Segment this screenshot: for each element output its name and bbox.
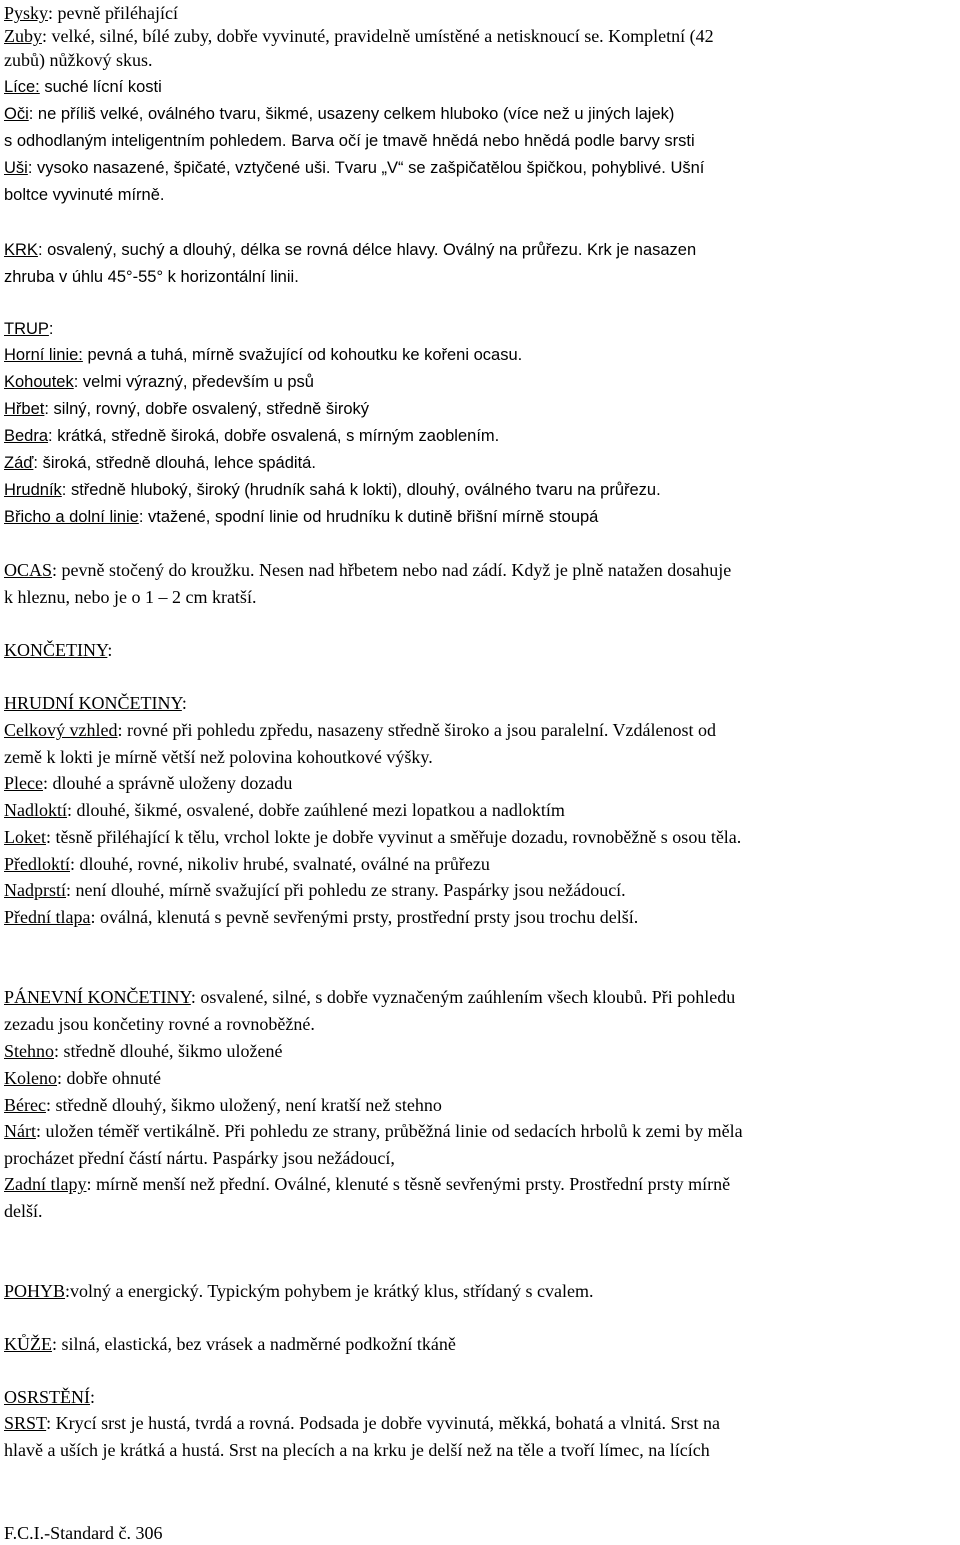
text-line <box>4 423 956 449</box>
page-footer: F.C.I.-Standard č. 306 <box>4 1523 163 1543</box>
text-line <box>4 717 956 743</box>
term-description: : Krycí srst je hustá, tvrdá a rovná. Podsada je dobře vyvinutá, měkká, bohatá a vlnitá. Srst na <box>46 1413 720 1433</box>
text-line <box>4 851 956 877</box>
term-description: pevná a tuhá, mírně svažující od kohoutku ke kořeni ocasu. <box>82 346 523 364</box>
text-line <box>4 584 956 610</box>
term-label: Oči <box>4 105 29 123</box>
term-label: Uši <box>4 159 28 177</box>
term-label: Nárt <box>4 1121 36 1141</box>
continuation-text: boltce vyvinuté mírně. <box>4 186 165 204</box>
term-label: Zadní tlapy <box>4 1174 87 1194</box>
term-description: : velmi výrazný, především u psů <box>73 373 314 391</box>
term-label: Záď <box>4 454 34 472</box>
term-description: : silná, elastická, bez vrásek a nadměrné podkožní tkáně <box>52 1334 456 1354</box>
section-heading-panevni-koncetiny: PÁNEVNÍ KONČETINY <box>4 987 191 1007</box>
text-line <box>4 904 956 930</box>
text-line <box>4 1384 956 1410</box>
section-heading-hrudni-koncetiny: HRUDNÍ KONČETINY <box>4 693 182 713</box>
term-label: Bérec <box>4 1095 46 1115</box>
term-label: Plece <box>4 773 43 793</box>
term-description: : vysoko nasazené, špičaté, vztyčené uši. Tvaru „V“ se zašpičatělou špičkou, pohyblivé. Ušní <box>27 159 705 177</box>
term-label: Loket <box>4 827 46 847</box>
text-line <box>4 1092 956 1118</box>
term-description: : těsně přiléhající k tělu, vrchol lokte je dobře vyvinut a směřuje dozadu, rovnoběžně s osou těla. <box>46 827 742 847</box>
term-label: Přední tlapa <box>4 907 91 927</box>
section-heading-koncetiny: KONČETINY <box>4 640 108 660</box>
text-line <box>4 504 956 530</box>
text-line <box>4 47 956 73</box>
continuation-text: delší. <box>4 1201 43 1221</box>
term-label: Nadloktí <box>4 800 67 820</box>
term-label: Celkový vzhled <box>4 720 118 740</box>
continuation-text: zezadu jsou končetiny rovné a rovnoběžné. <box>4 1014 315 1034</box>
term-label: Líce: <box>4 78 40 96</box>
term-description: : oválná, klenutá s pevně sevřenými prsty, prostřední prsty jsou trochu delší. <box>90 907 639 927</box>
section-heading-pohyb: POHYB <box>4 1281 66 1301</box>
term-description: : osvalený, suchý a dlouhý, délka se rovná délce hlavy. Oválný na průřezu. Krk je nasazen <box>37 241 697 259</box>
text-line <box>4 342 956 368</box>
term-description: : <box>90 1387 96 1407</box>
term-label: Břicho a dolní linie <box>4 508 139 526</box>
text-line <box>4 155 956 181</box>
text-line <box>4 984 956 1010</box>
section-heading-kuze: KŮŽE <box>4 1334 52 1354</box>
term-description: : ne příliš velké, oválného tvaru, šikmé, usazeny celkem hluboko (více než u jiných lajek) <box>28 105 675 123</box>
term-description: : dlouhé, rovné, nikoliv hrubé, svalnaté, oválné na průřezu <box>70 854 490 874</box>
text-line <box>4 396 956 422</box>
term-description: : mírně menší než přední. Oválné, klenuté s těsně sevřenými prsty. Prostřední prsty mírně <box>86 1174 731 1194</box>
text-line <box>4 450 956 476</box>
text-line <box>4 1437 956 1463</box>
text-line <box>4 1410 956 1436</box>
term-label: SRST <box>4 1413 47 1433</box>
term-description: : velké, silné, bílé zuby, dobře vyvinuté, pravidelně umístěné a netisknoucí se. Kompletní (42 <box>42 26 714 46</box>
term-description: : pevně stočený do kroužku. Nesen nad hřbetem nebo nad zádí. Když je plně natažen dosahuje <box>52 560 732 580</box>
term-description: : dlouhé a správně uloženy dozadu <box>42 773 293 793</box>
text-line <box>4 1278 956 1304</box>
term-description: : silný, rovný, dobře osvalený, středně široký <box>44 400 370 418</box>
term-description: : <box>107 640 113 660</box>
term-description: : široká, středně dlouhá, lehce spáditá. <box>33 454 316 472</box>
text-line <box>4 264 956 290</box>
continuation-text: s odhodlaným inteligentním pohledem. Barva očí je tmavě hnědá nebo hnědá podle barvy srsti <box>4 132 695 150</box>
section-heading-osrsteni: OSRSTĚNÍ <box>4 1387 91 1407</box>
text-line <box>4 770 956 796</box>
term-description: :volný a energický. Typickým pohybem je krátký klus, střídaný s cvalem. <box>65 1281 594 1301</box>
text-line <box>4 1198 956 1224</box>
term-label: Pysky <box>4 3 49 23</box>
continuation-text: zhruba v úhlu 45°-55° k horizontální linii. <box>4 268 299 286</box>
text-line <box>4 1171 956 1197</box>
term-label: Koleno <box>4 1068 57 1088</box>
text-line <box>4 74 956 100</box>
term-description: : dlouhé, šikmé, osvalené, dobře zaúhlené mezi lopatkou a nadloktím <box>67 800 565 820</box>
term-description: : středně dlouhý, šikmo uložený, není kratší než stehno <box>45 1095 442 1115</box>
continuation-text: zubů) nůžkový skus. <box>4 50 153 70</box>
text-line <box>4 824 956 850</box>
text-line <box>4 744 956 770</box>
term-description: suché lícní kosti <box>39 78 162 96</box>
term-label: Hřbet <box>4 400 45 418</box>
text-line <box>4 1145 956 1171</box>
continuation-text: k hleznu, nebo je o 1 – 2 cm kratší. <box>4 587 257 607</box>
text-line <box>4 557 956 583</box>
text-line <box>4 369 956 395</box>
term-label: KRK <box>4 241 38 259</box>
term-description: : vtažené, spodní linie od hrudníku k dutině břišní mírně stoupá <box>138 508 599 526</box>
term-description: : <box>48 320 54 338</box>
term-label: Kohoutek <box>4 373 74 391</box>
text-line <box>4 690 956 716</box>
text-line <box>4 477 956 503</box>
term-description: : rovné při pohledu zpředu, nasazeny středně široko a jsou paralelní. Vzdálenost od <box>117 720 716 740</box>
term-description: : krátká, středně široká, dobře osvalená, s mírným zaoblením. <box>48 427 500 445</box>
text-line <box>4 182 956 208</box>
term-label: Horní linie: <box>4 346 83 364</box>
term-label: Stehno <box>4 1041 55 1061</box>
text-line <box>4 23 956 49</box>
term-description: : uložen téměř vertikálně. Při pohledu ze strany, průběžná linie od sedacích hrbolů k zemi by měla <box>35 1121 743 1141</box>
text-line <box>4 637 956 663</box>
text-line <box>4 237 956 263</box>
term-description: : není dlouhé, mírně svažující při pohledu ze strany. Paspárky jsou nežádoucí. <box>66 880 626 900</box>
term-description: : dobře ohnuté <box>57 1068 161 1088</box>
text-line <box>4 1011 956 1037</box>
text-line <box>4 1065 956 1091</box>
term-description: : pevně přiléhající <box>48 3 178 23</box>
text-line <box>4 101 956 127</box>
section-heading-ocas: OCAS <box>4 560 53 580</box>
continuation-text: země k lokti je mírně větší než polovina kohoutkové výšky. <box>4 747 433 767</box>
term-label: Hrudník <box>4 481 62 499</box>
term-description: : středně dlouhé, šikmo uložené <box>54 1041 283 1061</box>
text-line <box>4 1118 956 1144</box>
text-line <box>4 316 956 342</box>
term-label: Bedra <box>4 427 49 445</box>
text-line <box>4 797 956 823</box>
term-label: Nadprstí <box>4 880 66 900</box>
term-description: : středně hluboký, široký (hrudník sahá k lokti), dlouhý, oválného tvaru na průřezu. <box>61 481 661 499</box>
term-label: Zuby <box>4 26 42 46</box>
text-line <box>4 128 956 154</box>
continuation-text: hlavě a uších je krátká a hustá. Srst na plecích a na krku je delší než na těle a tvoří límec, na lících <box>4 1440 710 1460</box>
continuation-text: procházet přední částí nártu. Paspárky jsou nežádoucí, <box>4 1148 395 1168</box>
text-line <box>4 1331 956 1357</box>
term-label: Předloktí <box>4 854 70 874</box>
text-line <box>4 1038 956 1064</box>
term-description: : osvalené, silné, s dobře vyznačeným zaúhlením všech kloubů. Při pohledu <box>190 987 736 1007</box>
text-line <box>4 877 956 903</box>
term-description: : <box>181 693 187 713</box>
section-heading-trup: TRUP <box>4 320 49 338</box>
